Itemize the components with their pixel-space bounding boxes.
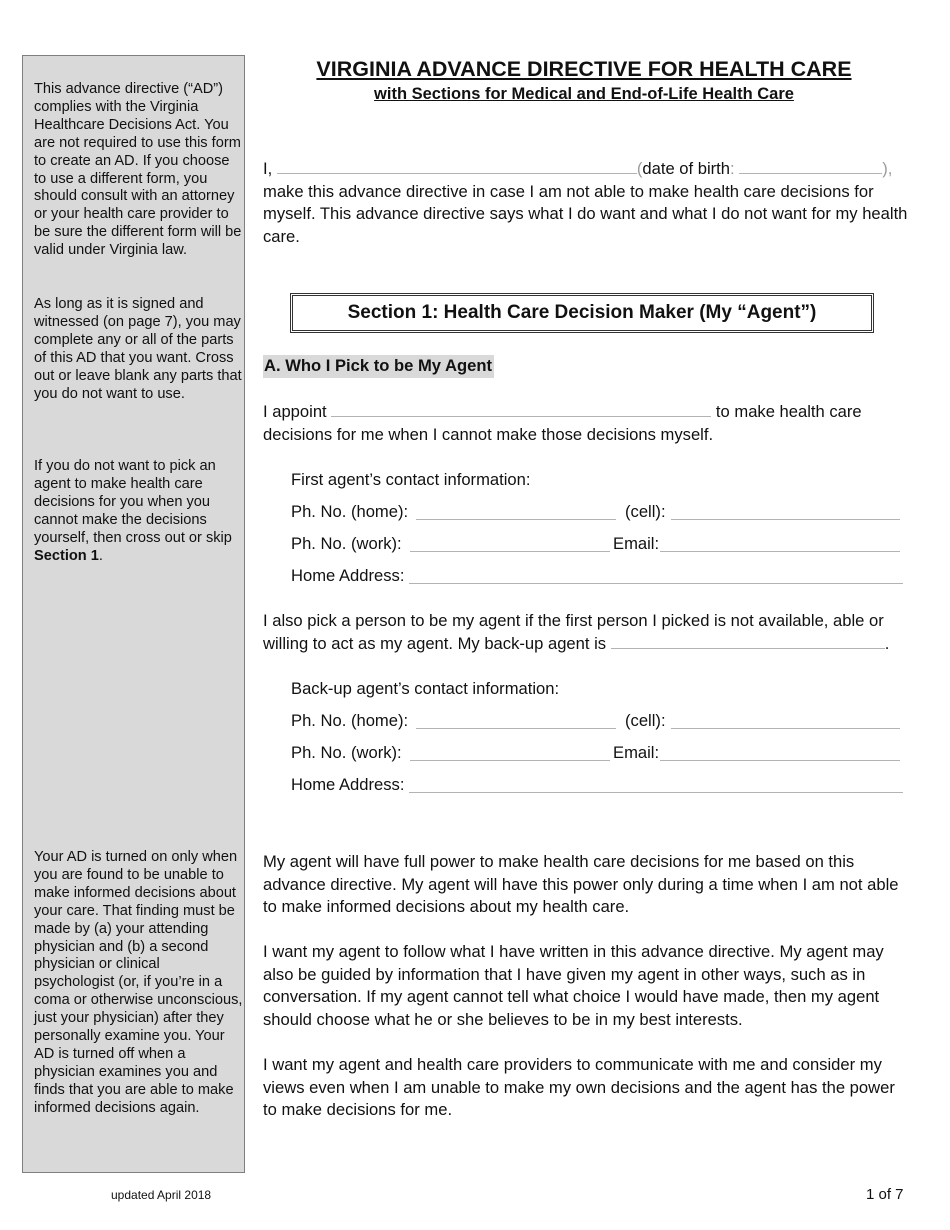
backup-phone-work-label: Ph. No. (work): bbox=[291, 743, 402, 762]
first-address-field[interactable] bbox=[409, 583, 903, 584]
note3-bold: Section 1 bbox=[34, 547, 99, 564]
first-address-label: Home Address: bbox=[291, 566, 405, 585]
first-email-field[interactable] bbox=[660, 551, 900, 552]
dob-label: date of birth bbox=[642, 159, 731, 178]
sidebar-notes bbox=[22, 55, 245, 1173]
first-agent-label: First agent’s contact information: bbox=[291, 470, 531, 489]
dob-paren-close: ), bbox=[882, 159, 893, 178]
appoint-pre: I appoint bbox=[263, 402, 327, 421]
first-email-label: Email: bbox=[613, 534, 660, 553]
backup-email-label: Email: bbox=[613, 743, 660, 762]
updated-date: updated April 2018 bbox=[111, 1188, 212, 1202]
agent-guidance-paragraph: I want my agent to follow what I have written in this advance directive. My agent may also be guided by information that I have given my agent in other ways, such as in conversation. If my agent cannot tell what choice I would have made, then my agent should choose what he or she believes to be in my best interests. bbox=[263, 942, 884, 1030]
first-cell-field[interactable] bbox=[671, 519, 900, 520]
intro-paragraph bbox=[263, 158, 908, 249]
agent-power-paragraph: My agent will have full power to make health care decisions for me based on this advance directive. My agent will have this power only during a time when I am not able to make informed decisions about my health care. bbox=[263, 852, 899, 917]
page-number: 1 of 7 bbox=[866, 1186, 904, 1203]
backup-email-field[interactable] bbox=[660, 760, 900, 761]
backup-paragraph bbox=[263, 610, 908, 655]
first-phone-home-label: Ph. No. (home): bbox=[291, 502, 409, 521]
appoint-cont: decisions for me when I cannot make those decisions myself. bbox=[263, 424, 714, 444]
intro-text: make this advance directive in case I am not able to make health care decisions for myself. This advance directive says what I do want and what I do not want for my health care. bbox=[263, 181, 908, 247]
backup-address-label: Home Address: bbox=[291, 775, 405, 794]
sidebar-note-activation: Your AD is turned on only when you are found to be unable to make informed decisions about your care. That finding must be made by (a) your attending physician and (b) a second physician or clinical psychologist (or, if you’re in a coma or otherwise unconscious, just your physician) after they personally examine you. Your AD is turned off when a physician examines you and finds that you are able to make informed decisions again. bbox=[34, 849, 243, 1116]
backup-text: I also pick a person to be my agent if the first person I picked is not available, able or willing to act as my agent. My back-up agent is bbox=[263, 611, 884, 653]
first-phone-work-label: Ph. No. (work): bbox=[291, 534, 402, 553]
backup-cell-label: (cell): bbox=[625, 711, 666, 730]
dob-field[interactable] bbox=[739, 158, 882, 174]
sidebar-note-skip-section bbox=[34, 458, 244, 565]
page-subtitle: with Sections for Medical and End-of-Life Health Care bbox=[374, 85, 794, 103]
backup-agent-name-field[interactable] bbox=[611, 633, 885, 649]
backup-phone-home-label: Ph. No. (home): bbox=[291, 711, 409, 730]
note3-text: If you do not want to pick an agent to make health care decisions for you when you cannot make the decisions yourself, then cross out or skip bbox=[34, 458, 232, 546]
first-cell-label: (cell): bbox=[625, 502, 666, 521]
appoint-post: to make health care bbox=[715, 402, 862, 421]
first-phone-home-field[interactable] bbox=[416, 519, 616, 520]
backup-phone-work-field[interactable] bbox=[410, 760, 610, 761]
appoint-paragraph bbox=[263, 401, 908, 446]
page-title: VIRGINIA ADVANCE DIRECTIVE FOR HEALTH CARE bbox=[316, 57, 852, 81]
backup-agent-label: Back-up agent’s contact information: bbox=[291, 679, 560, 698]
backup-end: . bbox=[884, 633, 890, 653]
section-1-heading: Section 1: Health Care Decision Maker (My “Agent”) bbox=[290, 293, 874, 333]
communication-paragraph: I want my agent and health care providers to communicate with me and consider my views even when I am unable to make my own decisions and the agent has the power to make decisions for me. bbox=[263, 1055, 895, 1120]
sidebar-note-witness: As long as it is signed and witnessed (on page 7), you may complete any or all of the parts of this AD that you want. Cross out or leave blank any parts that you do not want to use. bbox=[34, 296, 242, 402]
first-phone-work-field[interactable] bbox=[410, 551, 610, 552]
note3-end: . bbox=[98, 547, 103, 564]
subhead-who-i-pick: A. Who I Pick to be My Agent bbox=[263, 355, 494, 378]
dob-colon: : bbox=[730, 159, 735, 178]
name-field[interactable] bbox=[277, 158, 637, 174]
dob-paren-open: ( bbox=[636, 159, 643, 178]
backup-phone-home-field[interactable] bbox=[416, 728, 616, 729]
intro-i-label: I, bbox=[263, 159, 273, 178]
backup-cell-field[interactable] bbox=[671, 728, 900, 729]
sidebar-note-form-validity: This advance directive (“AD”) complies with the Virginia Healthcare Decisions Act. You are not required to use this form to create an AD. If you choose to use a different form, you should consult with an attorney or your health care provider to be sure the different form will be valid under Virginia law. bbox=[34, 81, 242, 259]
backup-address-field[interactable] bbox=[409, 792, 903, 793]
agent-name-field[interactable] bbox=[331, 401, 711, 417]
